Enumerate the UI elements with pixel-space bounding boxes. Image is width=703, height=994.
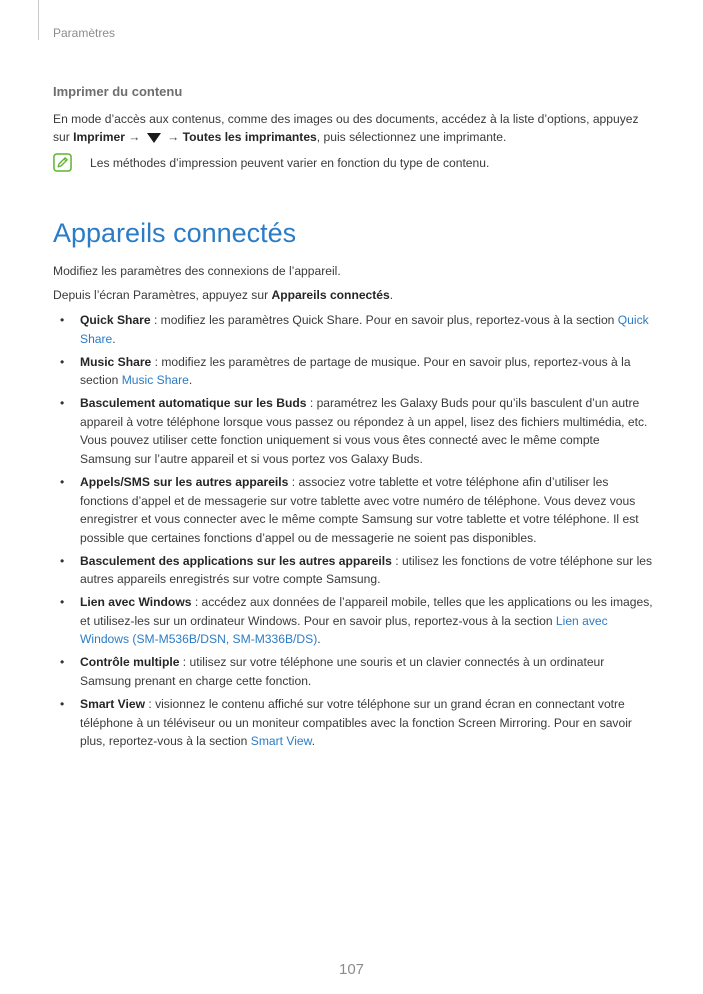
link-music-share[interactable]: Music Share (121, 373, 189, 388)
connected-devices-list (53, 311, 653, 755)
list-item-continue-apps: • Basculement des applications sur les autres appareils : utilisez les fonctions de votre téléphone sur les autres appareils enregistrés sur votre compte Samsung. (53, 552, 653, 589)
list-item-smart-view: • Smart View : visionnez le contenu affiché sur votre téléphone sur un grand écran en connectant votre téléphone à un téléviseur ou un moniteur compatibles avec la fonction Screen Mirroring. Pour en savoir plus, reportez-vous à la section Smart View. (53, 695, 653, 751)
page-title: Appareils connectés (53, 218, 297, 248)
menu-connected-devices: Appareils connectés (271, 288, 390, 302)
menu-imprimer: Imprimer (73, 130, 125, 144)
link-quick-share[interactable]: Quick Share (80, 313, 649, 346)
menu-all-printers: Toutes les imprimantes (182, 130, 317, 144)
note-text: Les méthodes d’impression peuvent varier en fonction du type de contenu. (90, 155, 490, 170)
link-windows[interactable]: Lien avec Windows (SM-M536B/DSN, SM-M336B/DS) (80, 613, 608, 647)
list-item-quick-share: • Quick Share : modifiez les paramètres Quick Share. Pour en savoir plus, reportez-vous à la section Quick Share. (53, 311, 653, 348)
page-number: 107 (338, 961, 365, 978)
list-item-auto-switch-buds: • Basculement automatique sur les Buds : paramétrez les Galaxy Buds pour qu’ils basculent d’un autre appareil à votre téléphone lorsque vous passez ou répondez à un appel, lisez des fichiers multimédia, etc. Vous pouvez utiliser cette fonction uniquement si vous vous êtes connecté avec le même compte Samsung sur l’autre appareil et si vous portez vos Galaxy Buds. (53, 394, 653, 468)
settings-path: Depuis l’écran Paramètres, appuyez sur Appareils connectés. (53, 288, 394, 302)
section-heading-print: Imprimer du contenu (53, 84, 183, 99)
list-item-music-share: • Music Share : modifiez les paramètres de partage de musique. Pour en savoir plus, reportez-vous à la section Music Share. (53, 353, 653, 390)
print-instructions: En mode d’accès aux contenus, comme des images ou des documents, accédez à la liste d’options, appuyez sur Imprimer → → Toutes les imprimantes, puis sélectionnez une imprimante. (53, 112, 639, 144)
link-smart-view[interactable]: Smart View (250, 734, 312, 749)
note (53, 153, 489, 172)
list-item-multi-control: • Contrôle multiple : utilisez sur votre téléphone une souris et un clavier connectés à un ordinateur Samsung prenant en charge cette fonction. (53, 653, 653, 690)
note-pencil-icon (53, 153, 72, 172)
list-item-link-windows: • Lien avec Windows : accédez aux données de l’appareil mobile, telles que les applications ou les images, et utilisez-les sur un ordinateur Windows. Pour en savoir plus, reportez-vous à la section Lien avec Windows (SM-M536B/DSN, SM-M336B/DS). (53, 593, 653, 649)
dropdown-triangle-icon (147, 133, 161, 143)
list-item-calls-sms: • Appels/SMS sur les autres appareils : associez votre tablette et votre téléphone afin d’utiliser les fonctions d’appel et de messagerie sur votre tablette avec votre numéro de téléphone. Vous devez vous enregistrer et vous connecter avec le même compte Samsung sur votre tablette et votre téléphone. Il est possible que certaines fonctions d’appel ou de messagerie ne soient pas disponibles. (53, 473, 653, 547)
page-margin-rule (38, 0, 39, 40)
intro-text: Modifiez les paramètres des connexions de l’appareil. (53, 264, 341, 278)
running-header: Paramètres (53, 26, 116, 40)
